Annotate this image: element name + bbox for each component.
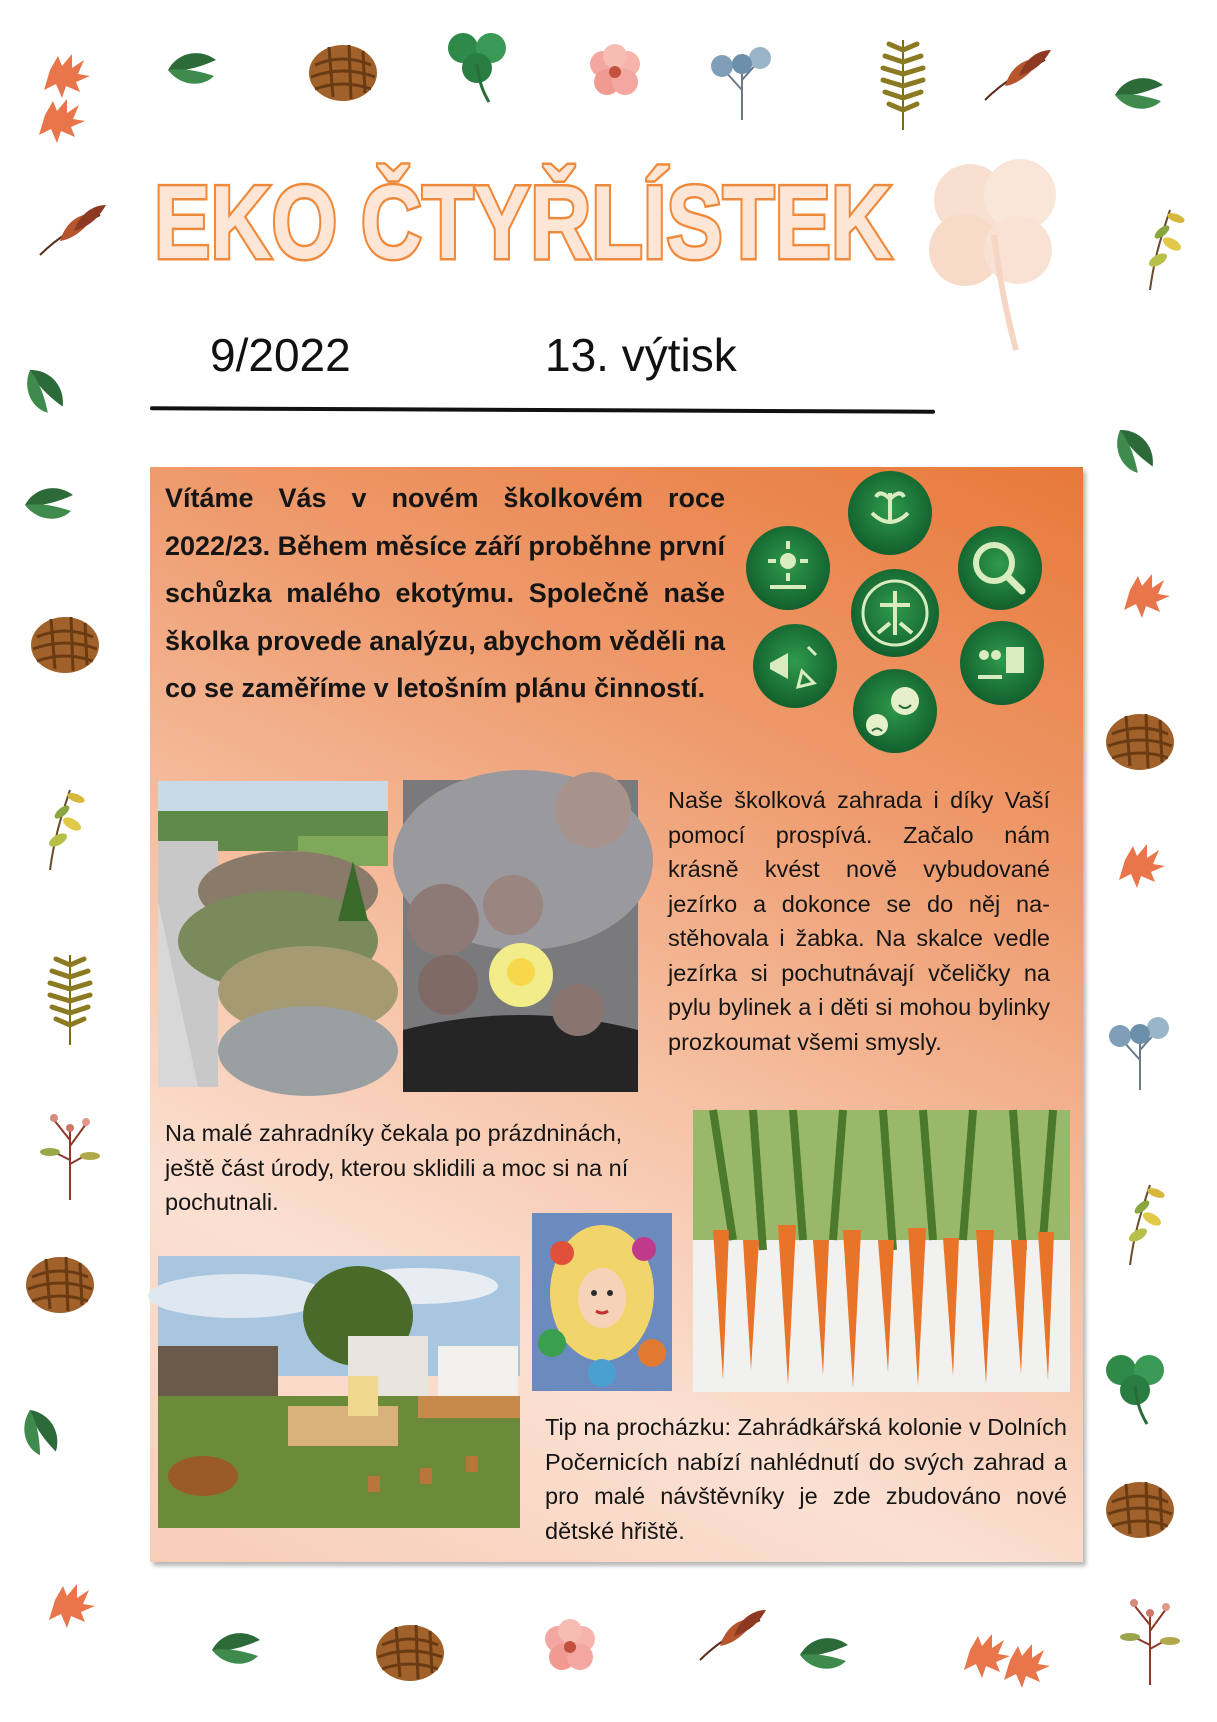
carrots-harvest-photo bbox=[693, 1110, 1070, 1392]
garden-grasses-photo bbox=[158, 781, 388, 1087]
magnifier-icon bbox=[958, 526, 1042, 610]
issue-number: 13. výtisk bbox=[545, 329, 737, 381]
harvest-paragraph: Na malé zahradníky čekala po prázdninách, ještě část úrody, kterou sklidili a moc si na ní pochutnali. bbox=[165, 1120, 629, 1215]
water-lily-photo bbox=[403, 780, 638, 1092]
title-text: EKO ČTYŘLÍSTEK bbox=[154, 165, 1062, 281]
newsletter-title bbox=[148, 150, 1062, 281]
garden-paragraph: Naše školková zahrada i díky Vaší pomocí prospívá. Začalo nám krásně kvést nově vybudované jezírko a dokonce se do něj na-stěhovala i žabka. Na skalce vedle jezírka si pochutnávají včeličky na pylu bylinek a i děti si mohou bylinky prozkoumat všemi smysly. bbox=[668, 787, 1050, 1055]
hands-plant-icon bbox=[848, 471, 932, 555]
intro-paragraph: Vítáme Vás v novém školkovém roce 2022/23. Během měsíce září proběhne první schůzka malého ekotýmu. Společně naše školka provede analýzu, abychom věděli na co se zaměříme v letošním plánu činností. bbox=[165, 483, 725, 703]
tip-paragraph: Tip na procházku: Zahrádkářská kolonie v Dolních Počernicích nabízí nahlédnutí do svých zahrad a pro malé návštěvníky je zde zbudováno nové dětské hřiště. bbox=[545, 1414, 1067, 1544]
watercolor-clover-illustration bbox=[920, 145, 1070, 365]
eco-school-icons bbox=[740, 483, 1060, 753]
megaphone-recycle-icon bbox=[753, 624, 837, 708]
flower-book-icon bbox=[746, 526, 830, 610]
playground-photo bbox=[158, 1256, 520, 1528]
family-tree-icon bbox=[851, 569, 939, 657]
issue-date: 9/2022 bbox=[210, 329, 351, 381]
smiley-faces-icon bbox=[853, 669, 937, 753]
group-checklist-icon bbox=[960, 621, 1044, 705]
children-drawing-photo bbox=[532, 1213, 672, 1391]
